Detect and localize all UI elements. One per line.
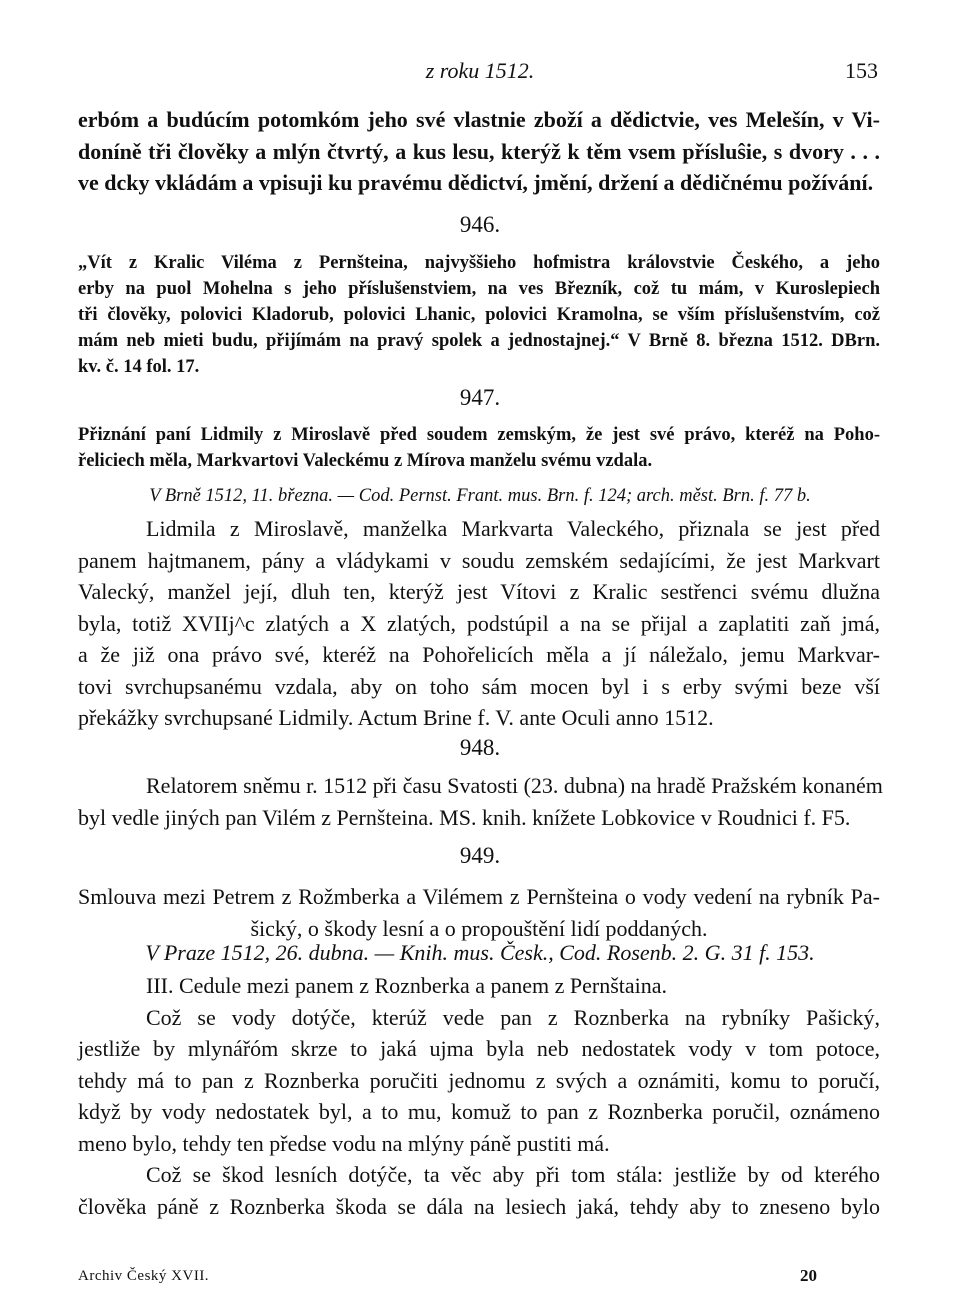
text-line: Lidmila z Miroslavě, manželka Markvarta Valeckého, přiznala se jest před — [146, 516, 880, 541]
text-line: překážky svrchupsané Lidmily. Actum Brine f. V. ante Oculi anno 1512. — [78, 705, 714, 730]
footer-signature: Archiv Český XVII. — [78, 1268, 210, 1284]
text-line: člověka páně z Roznberka škoda se dála na lesiech jaká, tehdy aby to zneseno bylo — [78, 1193, 880, 1219]
footer-sheet-number: 20 — [800, 1266, 817, 1285]
entry-946-number: 946. — [459, 212, 501, 237]
entry-949-number: 949. — [459, 843, 501, 868]
text-line: když by vody nedostatek byl, a to mu, komuž to pan z Roznberka poručil, oznámeno — [78, 1099, 880, 1124]
entry-947-heading — [78, 422, 880, 474]
text-line: a že již ona právo své, kteréž na Pohořelicích měla a jí náležalo, jemu Markvar- — [78, 642, 880, 667]
running-header-title: z roku 1512. — [425, 58, 535, 83]
entry-947-number: 947. — [459, 385, 501, 410]
text-line: erby na puol Mohelna s jeho příslušenstviem, na ves Březník, což tu mám, v Kuroslepiech — [78, 279, 880, 299]
text-line: mám neb mieti budu, přijímám na pravý spolek a jednostajnej.“ V Brně 8. března 1512. DBrn. — [78, 331, 880, 351]
text-line: jestliže by mlynářóm skrze to jaká ujma byla neb nedostatek vody v tom potoce, — [78, 1036, 880, 1061]
entry-947-body — [78, 513, 880, 734]
text-line: panem hajtmanem, pány a vládykami v soudu zemském sedajícími, že jest Markvart — [78, 547, 880, 573]
text-line: Přiznání paní Lidmily z Miroslavě před soudem zemským, že jest své právo, kteréž na Poho- — [78, 425, 880, 445]
entry-946-text — [78, 250, 880, 380]
continuation-paragraph — [78, 104, 880, 199]
text-line: Relatorem sněmu r. 1512 při času Svatosti (23. dubna) na hradě Pražském konaném — [146, 773, 883, 798]
text-line: „Vít z Kralic Viléma z Pernšteina, najvyššieho hofmistra královstvie Českého, a jeho — [78, 253, 880, 273]
source-line: V Praze 1512, 26. dubna. — Knih. mus. Česk., Cod. Rosenb. 2. G. 31 f. 153. — [145, 940, 815, 965]
entry-948-number: 948. — [459, 735, 501, 760]
text-line: erbóm a budúcím potomkóm jeho své vlastnie zboží a dědictvie, ves Melešín, v Vi- — [78, 107, 880, 132]
text-line: šický, o škody lesní a o propouštění lidí poddaných. — [250, 915, 708, 941]
text-line: kv. č. 14 fol. 17. — [78, 357, 200, 377]
source-line: V Brně 1512, 11. března. — Cod. Pernst. Frant. mus. Brn. f. 124; arch. měst. Brn. f. 77 b. — [149, 486, 811, 506]
page-number: 153 — [845, 58, 878, 83]
text-line: Valecký, manžel její, dluh ten, kterýž jest Vítovi z Kralic sestřenci svému dlužna — [78, 579, 880, 604]
entry-948-text — [78, 770, 883, 833]
text-line: řeliciech měla, Markvartovi Valeckému z Mírova manželu svému vzdala. — [78, 451, 653, 471]
text-line: Smlouva mezi Petrem z Rožmberka a Vilémem z Pernšteina o vody vedení na rybník Pa- — [78, 884, 880, 909]
text-line: tehdy má to pan z Roznberka poručiti jednomu z svých a oznámiti, komu to poručí, — [78, 1067, 880, 1093]
text-line: Což se škod lesních dotýče, ta věc aby při tom stála: jestliže by od kterého — [146, 1162, 880, 1187]
text-line: meno bylo, tehdy ten předse vodu na mlýny páně pustiti má. — [78, 1130, 610, 1156]
text-line: ve dcky vkládám a vpisuji ku pravému dědictví, jmění, držení a dědičnému požívání. — [78, 170, 874, 195]
text-line: byla, totiž XVIIj^c zlatých a X zlatých, podstúpil a na se přijal a zaplatiti zaň jmá, — [78, 610, 880, 636]
text-line: tři člověky, polovici Kladorub, polovici Lhanic, polovici Kramolna, se vším příslušenstvím, což — [78, 305, 880, 325]
entry-949-heading — [78, 881, 880, 944]
text-line: tovi svrchupsanému vzdala, aby on toho sám mocen byl i s erby svými beze vší — [78, 673, 880, 699]
text-line: III. Cedule mezi panem z Roznberka a panem z Pernštaina. — [146, 973, 668, 998]
entry-949-source — [140, 937, 820, 969]
entry-947-source — [100, 483, 860, 509]
text-line: Což se vody dotýče, kterúž vede pan z Roznberka na rybníky Pašický, — [146, 1004, 880, 1030]
entry-949-body — [78, 970, 880, 1222]
text-line: byl vedle jiných pan Vilém z Pernšteina. MS. knih. knížete Lobkovice v Roudnici f. F5. — [78, 804, 851, 830]
text-line: doníně tři člověky a mlýn čtvrtý, a kus lesu, kterýž k těm vsem přísluŝie, s dvory . . . — [78, 138, 880, 164]
